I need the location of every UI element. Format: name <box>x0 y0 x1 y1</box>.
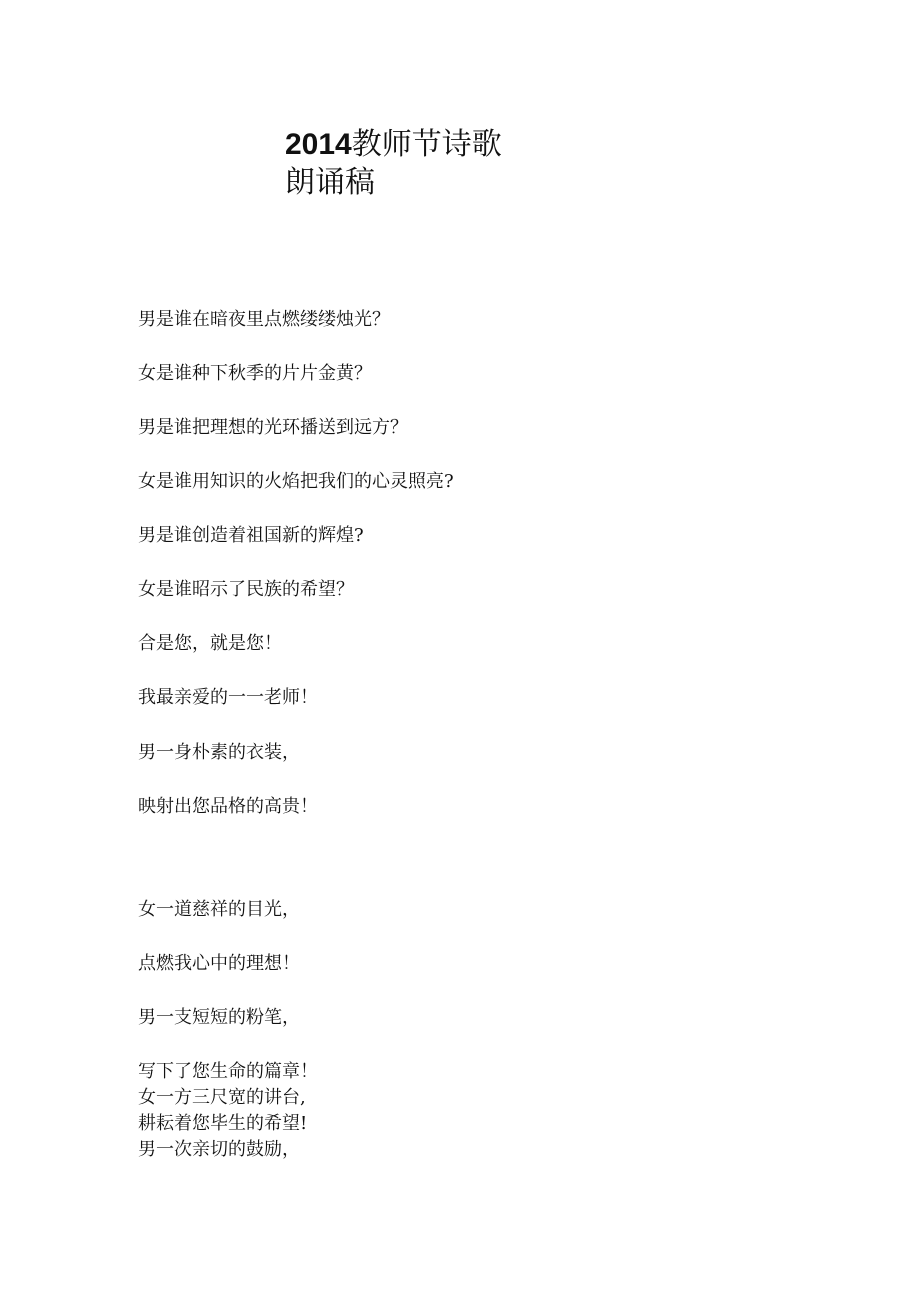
poem-line: 写下了您生命的篇章！ <box>138 1061 318 1082</box>
poem-line: 耕耘着您毕生的希望! <box>138 1113 308 1134</box>
title-text: 教师节诗歌 <box>351 128 502 161</box>
poem-line: 男一身朴素的衣装， <box>138 742 300 763</box>
poem-line: 映射出您品格的高贵！ <box>138 796 318 817</box>
poem-line: 男是谁在暗夜里点燃缕缕烛光？ <box>138 309 390 330</box>
poem-line: 男是谁把理想的光环播送到远方？ <box>138 417 408 438</box>
poem-line: 合是您，就是您！ <box>138 633 282 654</box>
poem-line: 女一方三尺宽的讲台, <box>138 1087 306 1108</box>
document-title <box>285 126 502 202</box>
title-line-1 <box>285 126 502 164</box>
poem-line: 男一次亲切的鼓励， <box>138 1139 300 1160</box>
poem-line: 女是谁昭示了民族的希望？ <box>138 579 354 600</box>
poem-line: 男是谁创造着祖国新的辉煌? <box>138 525 364 546</box>
poem-line: 女一道慈祥的目光， <box>138 899 300 920</box>
poem-line: 男一支短短的粉笔， <box>138 1007 300 1028</box>
title-year: 2014 <box>285 128 352 161</box>
poem-line: 女是谁用知识的火焰把我们的心灵照亮? <box>138 471 454 492</box>
poem-line: 点燃我心中的理想！ <box>138 953 300 974</box>
poem-line: 我最亲爱的一一老师！ <box>138 687 318 708</box>
title-line-2: 朗诵稿 <box>285 166 375 199</box>
poem-line: 女是谁种下秋季的片片金黄？ <box>138 363 372 384</box>
